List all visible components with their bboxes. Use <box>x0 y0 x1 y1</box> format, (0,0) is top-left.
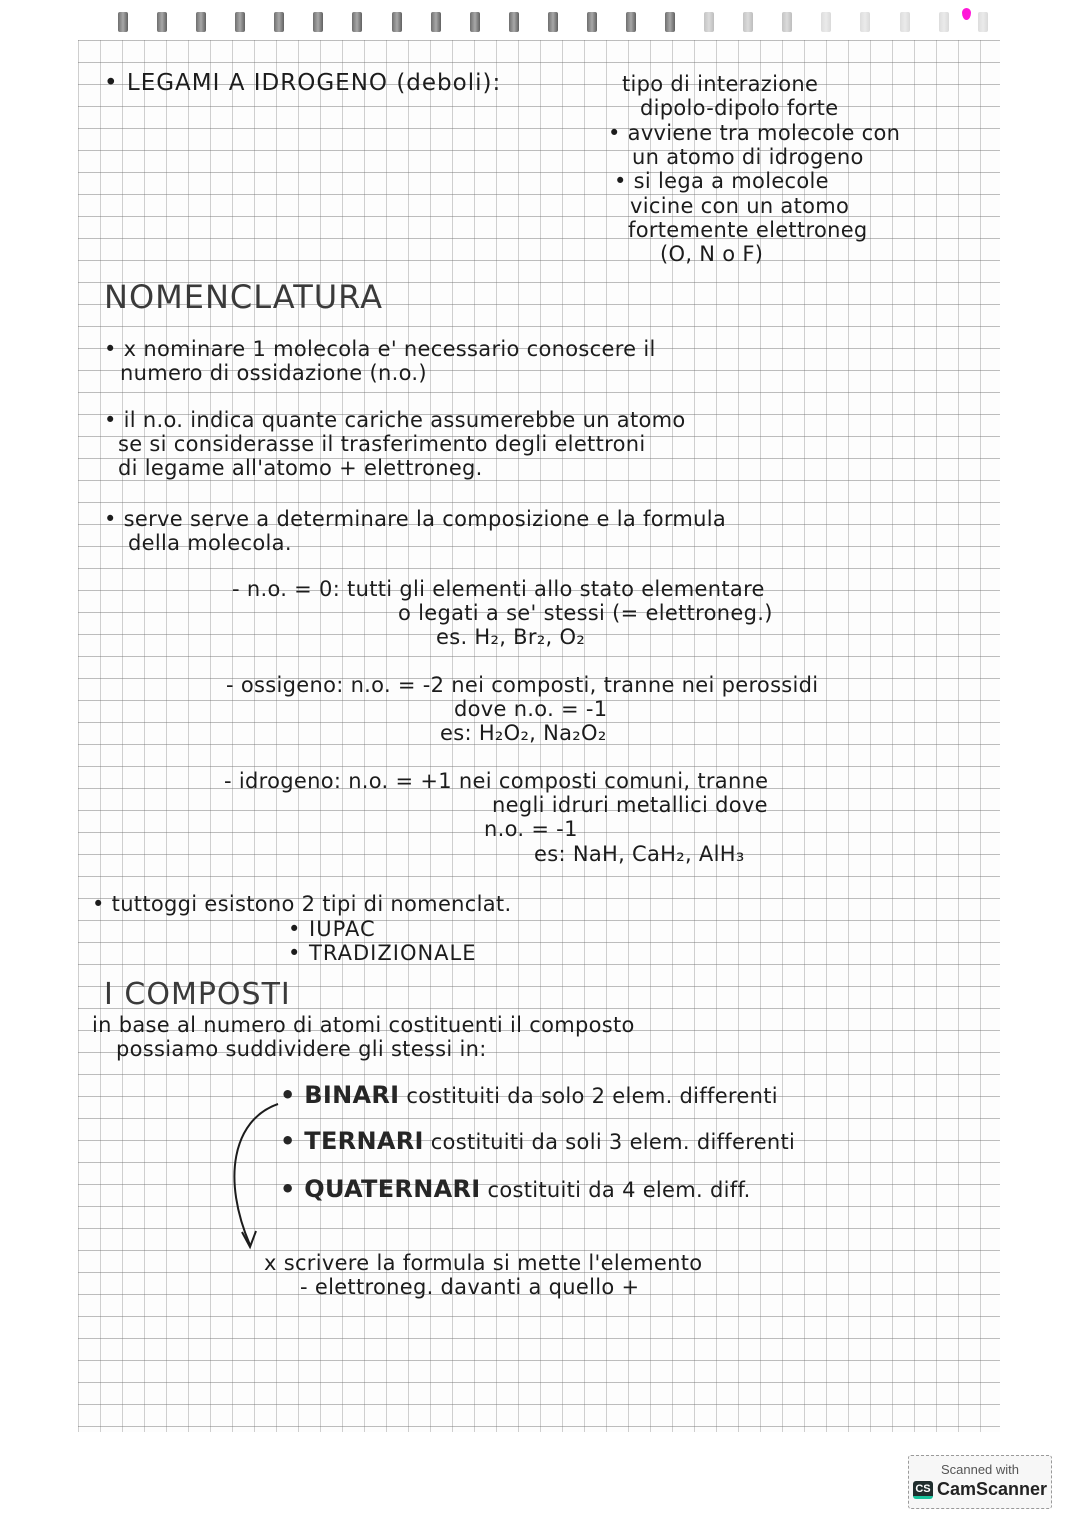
category-desc: costituiti da solo 2 elem. differenti <box>406 1084 778 1108</box>
example-prefix: es: <box>534 842 573 866</box>
paragraph-line: • x nominare 1 molecola e' necessario conoscere il <box>104 337 656 361</box>
compound-category-quaternari <box>280 1175 751 1203</box>
rule-hydrogen-line: n.o. = -1 <box>484 817 578 841</box>
category-name: • BINARI <box>280 1081 400 1109</box>
composti-intro-line: in base al numero di atomi costituenti il composto <box>92 1013 635 1037</box>
compound-category-ternari <box>280 1127 796 1155</box>
category-name: • TERNARI <box>280 1127 424 1155</box>
formula-note-line: x scrivere la formula si mette l'elemento <box>264 1251 703 1275</box>
watermark-brand-name: CamScanner <box>936 1479 1048 1499</box>
rule-oxygen-line: - ossigeno: n.o. = -2 nei composti, tranne nei perossidi <box>226 673 819 697</box>
hydrogen-bonds-line: vicine con un atomo <box>630 194 850 218</box>
hydrogen-bonds-heading: • LEGAMI A IDROGENO (deboli): <box>104 70 502 96</box>
paragraph-line: numero di ossidazione (n.o.) <box>120 361 427 385</box>
example-prefix: es. <box>436 625 475 649</box>
rule-zero-example <box>436 626 585 648</box>
nomenclature-type-iupac: • IUPAC <box>288 917 376 941</box>
hydrogen-bonds-line: dipolo-dipolo forte <box>640 96 839 120</box>
hydrogen-bonds-line: • avviene tra molecole con <box>608 121 901 145</box>
example-formula: H₂, Br₂, O₂ <box>474 625 586 649</box>
rule-oxygen-line: dove n.o. = -1 <box>454 697 608 721</box>
rule-hydrogen-line: negli idruri metallici dove <box>492 793 768 817</box>
nomenclature-types-intro: • tuttoggi esistono 2 tipi di nomenclat. <box>92 892 512 916</box>
example-formula: NaH, CaH₂, AlH₃ <box>572 842 745 866</box>
watermark-brand <box>909 1479 1051 1500</box>
category-name: • QUATERNARI <box>280 1175 481 1203</box>
section-title-nomenclatura: NOMENCLATURA <box>104 278 383 316</box>
rule-hydrogen-example <box>534 843 745 865</box>
formula-note-line: - elettroneg. davanti a quello + <box>300 1275 640 1299</box>
hydrogen-bonds-line: • si lega a molecole <box>614 169 829 193</box>
paragraph-line: • il n.o. indica quante cariche assumerebbe un atomo <box>104 408 686 432</box>
paragraph-line: • serve serve a determinare la composizione e la formula <box>104 507 727 531</box>
rule-zero-line: o legati a se' stessi (= elettroneg.) <box>398 601 773 625</box>
hydrogen-bonds-line: fortemente elettroneg <box>628 218 868 242</box>
nomenclature-type-traditional: • TRADIZIONALE <box>288 941 477 965</box>
composti-intro-line: possiamo suddividere gli stessi in: <box>116 1037 487 1061</box>
category-desc: costituiti da soli 3 elem. differenti <box>430 1130 796 1154</box>
paragraph-line: della molecola. <box>128 531 292 555</box>
section-title-composti: I COMPOSTI <box>104 977 291 1012</box>
rule-hydrogen-line: - idrogeno: n.o. = +1 nei composti comuni, tranne <box>224 769 769 793</box>
category-desc: costituiti da 4 elem. diff. <box>487 1178 751 1202</box>
rule-oxygen-example <box>440 722 607 744</box>
spiral-binding <box>118 12 988 34</box>
example-prefix: es: <box>440 721 479 745</box>
hydrogen-bonds-line: un atomo di idrogeno <box>632 145 864 169</box>
watermark-caption: Scanned with <box>940 1462 1020 1477</box>
hydrogen-bonds-line: (O, N o F) <box>660 242 764 266</box>
example-formula: H₂O₂, Na₂O₂ <box>478 721 607 745</box>
camscanner-logo-icon: CS <box>913 1481 933 1499</box>
paragraph-line: di legame all'atomo + elettroneg. <box>118 456 483 480</box>
rule-zero-line: - n.o. = 0: tutti gli elementi allo stato elementare <box>232 577 765 601</box>
curved-arrow-icon <box>222 1100 282 1255</box>
paragraph-line: se si considerasse il trasferimento degli elettroni <box>118 432 646 456</box>
hydrogen-bonds-line: tipo di interazione <box>622 72 819 96</box>
camscanner-watermark <box>908 1455 1052 1509</box>
compound-category-binari <box>280 1081 778 1109</box>
